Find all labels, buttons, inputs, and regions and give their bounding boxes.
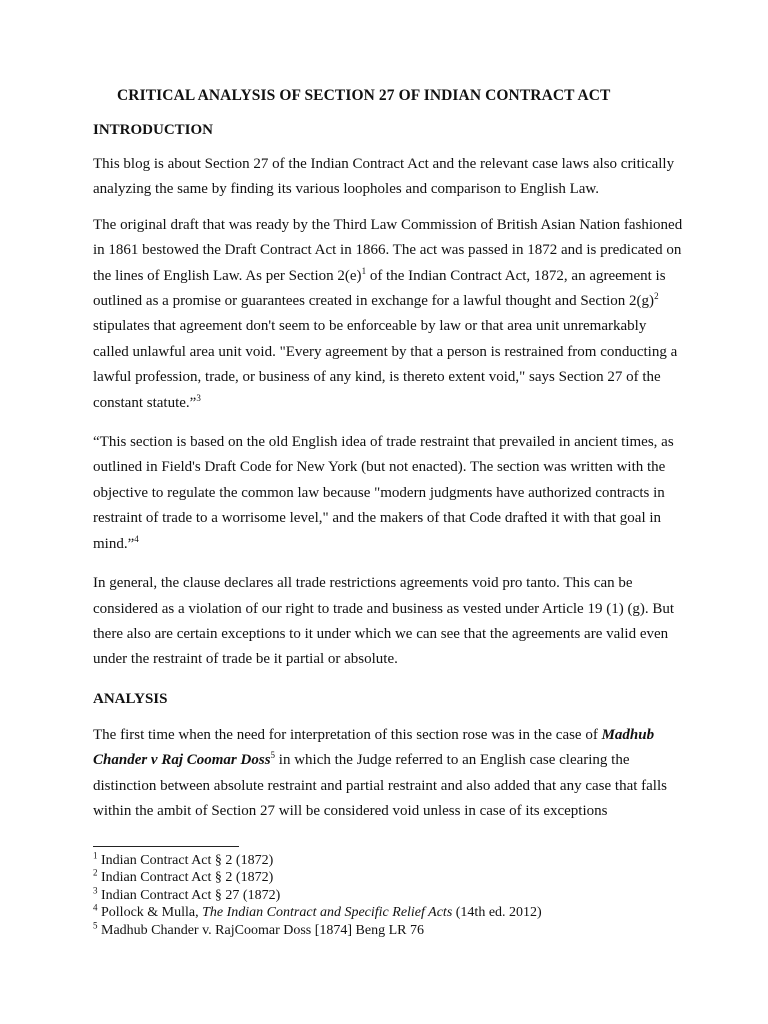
footnote-2 xyxy=(93,869,693,886)
paragraph-analysis-text-a: The first time when the need for interpretation of this section rose was in the case of xyxy=(93,726,602,743)
paragraph-history-text-a: The original draft that was ready by the Third Law Commission of British Asian Nation fashioned in 1861 bestowed the Draft Contract Act in 1866. The act was passed in 1872 and is predicated on the lines of English Law. As per Section 2(e) xyxy=(93,216,683,284)
paragraph-origin-text: “This section is based on the old English idea of trade restraint that prevailed in ancient times, as outlined in Field's Draft Code for New York (but not enacted). The section was written with the objective to regulate the common law because "modern judgments have authorized contracts in restraint of trade to a worrisome level," and the makers of that Code drafted it with that goal in mind.” xyxy=(93,434,674,552)
footnote-number: 1 xyxy=(93,850,98,861)
footnote-ref-5[interactable]: 5 xyxy=(270,750,276,761)
paragraph-origin xyxy=(93,430,683,557)
footnote-text-pre: Pollock & Mulla, xyxy=(101,905,203,921)
paragraph-general-text: In general, the clause declares all trade restrictions agreements void pro tanto. This can be considered as a violation of our right to trade and business as vested under Article 19 (1) (g). But there also are certain exceptions to it under which we can see that the agreements are valid even under the restraint of trade be it partial or absolute. xyxy=(93,575,675,668)
footnote-1 xyxy=(93,852,693,869)
footnote-ref-4[interactable]: 4 xyxy=(134,533,139,544)
paragraph-analysis xyxy=(93,723,683,825)
footnote-number: 4 xyxy=(93,902,98,913)
analysis-heading: ANALYSIS xyxy=(93,690,168,707)
footnote-ref-1[interactable]: 1 xyxy=(361,265,367,276)
footnote-4 xyxy=(93,904,693,921)
footnote-text: Madhub Chander v. RajCoomar Doss [1874] Beng LR 76 xyxy=(101,922,424,938)
paragraph-history-text-c: stipulates that agreement don't seem to be enforceable by law or that area unit unremarkably called unlawful area unit void. "Every agreement by that a person is restrained from conducting a lawful profession, trade, or business of any kind, is thereto extent void," says Section 27 of the constant statute.” xyxy=(93,318,678,411)
paragraph-intro xyxy=(93,152,683,203)
case-name: Madhub Chander v Raj Coomar Doss xyxy=(93,726,655,769)
footnote-number: 3 xyxy=(93,885,98,896)
paragraph-analysis-text-b: in which the Judge referred to an English case clearing the distinction between absolute restraint and partial restraint and also added that any case that falls within the ambit of Section 27 will be considered void unless in case of its exceptions xyxy=(93,752,667,819)
footnote-text: Indian Contract Act § 2 (1872) xyxy=(101,853,274,868)
footnote-ref-3[interactable]: 3 xyxy=(196,392,201,403)
footnote-text: Indian Contract Act § 27 (1872) xyxy=(101,887,281,903)
footnotes xyxy=(93,852,693,939)
footnote-text: Indian Contract Act § 2 (1872) xyxy=(101,870,274,886)
footnote-book-title: The Indian Contract and Specific Relief Acts xyxy=(202,905,453,921)
paragraph-history-text-b: of the Indian Contract Act, 1872, an agreement is outlined as a promise or guarantees created in exchange for a lawful thought and Section 2(g) xyxy=(93,267,666,310)
footnote-ref-2[interactable]: 2 xyxy=(654,291,659,302)
paragraph-history xyxy=(93,213,683,416)
paragraph-general xyxy=(93,571,683,673)
footnote-5 xyxy=(93,919,693,939)
footnote-number: 5 xyxy=(93,919,98,930)
introduction-heading: INTRODUCTION xyxy=(93,122,214,138)
footnote-number: 2 xyxy=(93,867,98,878)
document-title: CRITICAL ANALYSIS OF SECTION 27 OF INDIAN CONTRACT ACT xyxy=(117,87,611,104)
document-body xyxy=(93,84,683,824)
footnote-text-post: (14th ed. 2012) xyxy=(452,905,542,921)
footnote-3 xyxy=(93,887,693,904)
paragraph-intro-text: This blog is about Section 27 of the Indian Contract Act and the relevant case laws also critically analyzing the same by finding its various loopholes and comparison to English Law. xyxy=(93,156,675,198)
footnote-separator xyxy=(93,846,239,847)
